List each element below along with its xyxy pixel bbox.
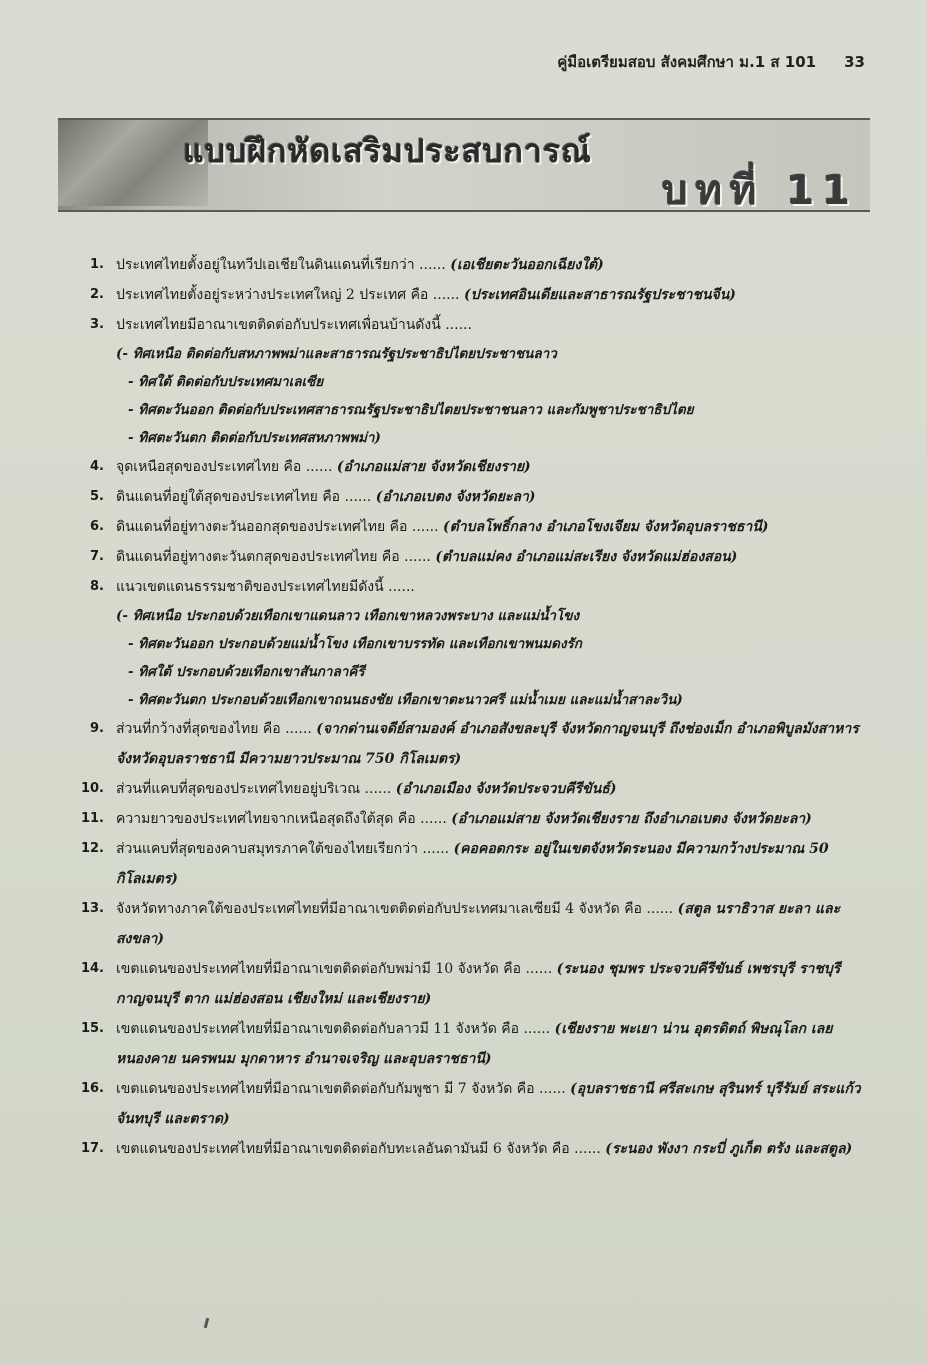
item-number: 6. (90, 519, 104, 534)
running-header (557, 50, 865, 74)
list-item (70, 452, 870, 482)
list-item (70, 250, 870, 280)
answer-line: - ทิศใต้ ประกอบด้วยเทือกเขาสันกาลาคีรี (128, 664, 365, 680)
question: จังหวัดทางภาคใต้ของประเทศไทยที่มีอาณาเขตติดต่อกับประเทศมาเลเซียมี 4 จังหวัด คือ ...... (116, 901, 674, 917)
answer-line: - ทิศตะวันออก ติดต่อกับประเทศสาธารณรัฐประชาธิปไตยประชาชนลาว และกัมพูชาประชาธิปไตย (128, 402, 694, 418)
answer: (อำเภอเบตง จังหวัดยะลา) (375, 489, 536, 505)
item-text (116, 512, 870, 542)
answer: (ตำบลโพธิ์กลาง อำเภอโขงเจียม จังหวัดอุบลราชธานี) (443, 519, 769, 535)
item-text (116, 1074, 870, 1134)
answer-line: (- ทิศเหนือ ติดต่อกับสหภาพพม่าและสาธารณรัฐประชาธิปไตยประชาชนลาว (116, 346, 557, 362)
item-text (116, 572, 870, 602)
question: ดินแดนที่อยู่ทางตะวันออกสุดของประเทศไทย คือ ...... (116, 519, 439, 535)
list-item (70, 714, 870, 774)
question: ส่วนที่กว้างที่สุดของไทย คือ ...... (116, 721, 312, 737)
exercise-list (70, 250, 870, 1164)
question: ประเทศไทยมีอาณาเขตติดต่อกับประเทศเพื่อนบ้านดังนี้ ...... (116, 317, 472, 333)
answer: (เอเชียตะวันออกเฉียงใต้) (450, 257, 604, 273)
answer-line: - ทิศตะวันตก ติดต่อกับประเทศสหภาพพม่า) (128, 430, 381, 446)
question: เขตแดนของประเทศไทยที่มีอาณาเขตติดต่อกับทะเลอันดามันมี 6 จังหวัด คือ ...... (116, 1141, 601, 1157)
item-text (116, 834, 870, 894)
list-item (70, 894, 870, 954)
answer: (ตำบลแม่คง อำเภอแม่สะเรียง จังหวัดแม่ฮ่องสอน) (435, 549, 738, 565)
question: ส่วนที่แคบที่สุดของประเทศไทยอยู่บริเวณ ...... (116, 781, 392, 797)
list-item (70, 954, 870, 1014)
question: ประเทศไทยตั้งอยู่ระหว่างประเทศใหญ่ 2 ประเทศ คือ ...... (116, 287, 460, 303)
list-item (70, 1074, 870, 1134)
item-text (116, 482, 870, 512)
item-text (116, 774, 870, 804)
list-item (70, 804, 870, 834)
item-text (116, 954, 870, 1014)
banner-title: แบบฝึกหัดเสริมประสบการณ์ (183, 132, 592, 170)
item-text (116, 250, 870, 280)
list-item (70, 572, 870, 602)
item-number: 11. (80, 811, 104, 826)
list-item (70, 1134, 870, 1164)
list-item (70, 834, 870, 894)
item-number: 10. (80, 781, 104, 796)
answer: (ระนอง พังงา กระบี่ ภูเก็ต ตรัง และสตูล) (605, 1141, 853, 1157)
item-number: 5. (90, 489, 104, 504)
question: เขตแดนของประเทศไทยที่มีอาณาเขตติดต่อกับพม่ามี 10 จังหวัด คือ ...... (116, 961, 553, 977)
chapter-label: บทที่ 11 (662, 168, 858, 212)
list-item (70, 482, 870, 512)
item-text (116, 1134, 870, 1164)
question: ส่วนแคบที่สุดของคาบสมุทรภาคใต้ของไทยเรียกว่า ...... (116, 841, 450, 857)
item-number: 14. (80, 961, 104, 976)
list-item (70, 774, 870, 804)
item-number: 8. (90, 579, 104, 594)
answer-line: - ทิศตะวันตก ประกอบด้วยเทือกเขาถนนธงชัย เทือกเขาตะนาวศรี แม่น้ำเมย และแม่น้ำสาละวิน) (128, 692, 683, 708)
item-number: 17. (80, 1141, 104, 1156)
question: ดินแดนที่อยู่ใต้สุดของประเทศไทย คือ ...... (116, 489, 372, 505)
list-item (70, 310, 870, 340)
answer-line: (- ทิศเหนือ ประกอบด้วยเทือกเขาแดนลาว เทือกเขาหลวงพระบาง และแม่น้ำโขง (116, 608, 580, 624)
item-text (116, 894, 870, 954)
answer: (อำเภอเมือง จังหวัดประจวบคีรีขันธ์) (395, 781, 617, 797)
item-number: 4. (90, 459, 104, 474)
answer: (สตูล นราธิวาส ยะลา และสงขลา) (116, 901, 841, 947)
item-number: 2. (90, 287, 104, 302)
header-title: คู่มือเตรียมสอบ สังคมศึกษา ม.1 ส 101 (557, 53, 817, 71)
question: ดินแดนที่อยู่ทางตะวันตกสุดของประเทศไทย คือ ...... (116, 549, 431, 565)
item-text (116, 804, 870, 834)
answer-line: - ทิศใต้ ติดต่อกับประเทศมาเลเซีย (128, 374, 324, 390)
answer: (ประเทศอินเดียและสาธารณรัฐประชาชนจีน) (463, 287, 736, 303)
question: แนวเขตแดนธรรมชาติของประเทศไทยมีดังนี้ ...... (116, 579, 415, 595)
item-number: 3. (90, 317, 104, 332)
answer-line: - ทิศตะวันออก ประกอบด้วยแม่น้ำโขง เทือกเขาบรรทัด และเทือกเขาพนมดงรัก (128, 636, 582, 652)
question: ประเทศไทยตั้งอยู่ในทวีปเอเชียในดินแดนที่เรียกว่า ...... (116, 257, 446, 273)
item-number: 12. (80, 841, 104, 856)
answer: (ระนอง ชุมพร ประจวบคีรีขันธ์ เพชรบุรี ราชบุรี กาญจนบุรี ตาก แม่ฮ่องสอน เชียงใหม่ และเชียงราย) (116, 961, 841, 1007)
answer: (จากด่านเจดีย์สามองค์ อำเภอสังขละบุรี จังหวัดกาญจนบุรี ถึงช่องเม็ก อำเภอพิบูลมังสาหาร จังหวัดอุบลราชธานี มีความยาวประมาณ 750 กิโลเมตร) (116, 721, 859, 767)
list-item (70, 1014, 870, 1074)
list-item (70, 542, 870, 572)
item-number: 15. (80, 1021, 104, 1036)
answer: (คอคอดกระ อยู่ในเขตจังหวัดระนอง มีความกว้างประมาณ 50 กิโลเมตร) (116, 841, 829, 887)
item-number: 16. (80, 1081, 104, 1096)
item-number: 9. (90, 721, 104, 736)
item-number: 7. (90, 549, 104, 564)
answer: (อำเภอแม่สาย จังหวัดเชียงราย ถึงอำเภอเบตง จังหวัดยะลา) (451, 811, 812, 827)
question: จุดเหนือสุดของประเทศไทย คือ ...... (116, 459, 333, 475)
answer: (เชียงราย พะเยา น่าน อุตรดิตถ์ พิษณุโลก เลย หนองคาย นครพนม มุกดาหาร อำนาจเจริญ และอุบลราชธานี) (116, 1021, 833, 1067)
answer-block-8 (70, 602, 870, 714)
item-text (116, 714, 870, 774)
item-text (116, 1014, 870, 1074)
question: เขตแดนของประเทศไทยที่มีอาณาเขตติดต่อกับกัมพูชา มี 7 จังหวัด คือ ...... (116, 1081, 566, 1097)
item-text (116, 542, 870, 572)
list-item (70, 280, 870, 310)
question: ความยาวของประเทศไทยจากเหนือสุดถึงใต้สุด คือ ...... (116, 811, 447, 827)
question: เขตแดนของประเทศไทยที่มีอาณาเขตติดต่อกับลาวมี 11 จังหวัด คือ ...... (116, 1021, 551, 1037)
item-number: 13. (80, 901, 104, 916)
item-text (116, 280, 870, 310)
list-item (70, 512, 870, 542)
page-number: 33 (844, 53, 865, 71)
answer: (อุบลราชธานี ศรีสะเกษ สุรินทร์ บุรีรัมย์ สระแก้ว จันทบุรี และตราด) (116, 1081, 861, 1127)
item-number: 1. (90, 257, 104, 272)
item-text (116, 452, 870, 482)
answer: (อำเภอแม่สาย จังหวัดเชียงราย) (336, 459, 531, 475)
answer-block-3 (70, 340, 870, 452)
item-text (116, 310, 870, 340)
print-speck (204, 1318, 209, 1328)
exercise-banner (58, 118, 870, 212)
